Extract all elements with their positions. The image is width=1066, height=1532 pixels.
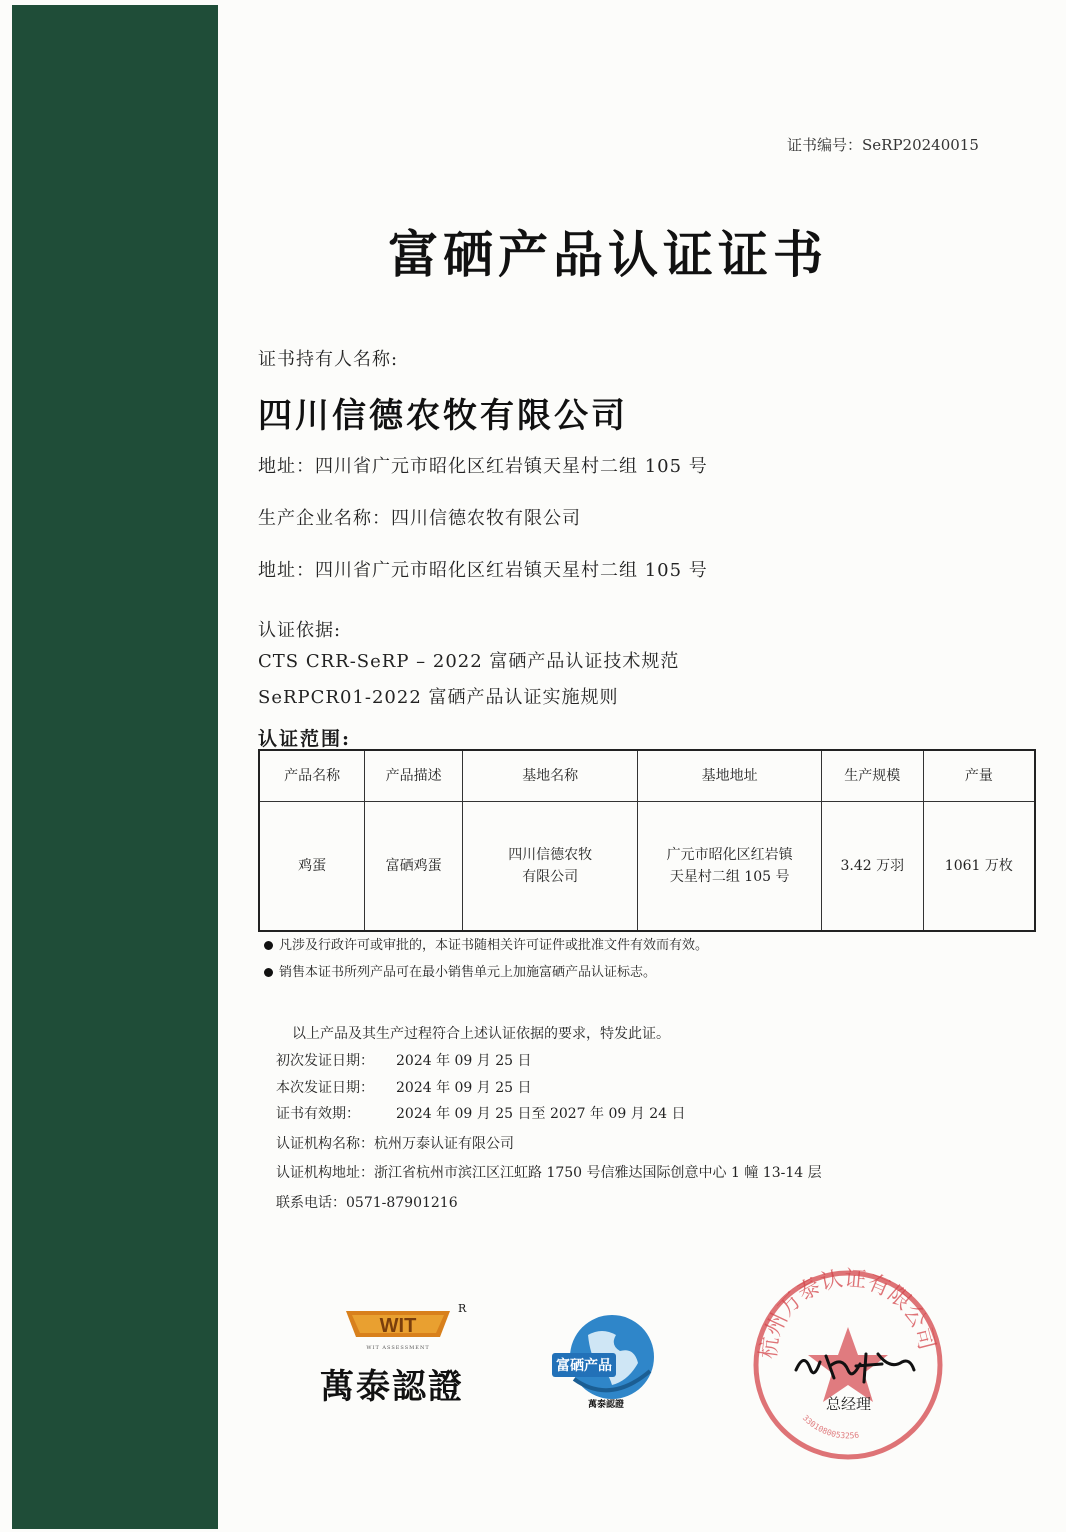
- this-issue-value: 2024 年 09 月 25 日: [396, 1080, 532, 1096]
- first-issue-date: [276, 1050, 532, 1070]
- header-cell: 产品描述: [365, 750, 463, 802]
- side-band: [12, 5, 218, 1529]
- body-address: 认证机构地址：浙江省杭州市滨江区江虹路 1750 号信雅达国际创意中心 1 幢 13-14 层: [276, 1165, 822, 1181]
- wit-mark-icon: [338, 1305, 458, 1345]
- header-cell: 基地地址: [638, 750, 821, 802]
- signature-title: 总经理: [826, 1395, 872, 1413]
- this-issue-label: 本次发证日期：: [276, 1080, 374, 1096]
- scope-table: [258, 749, 1036, 932]
- header-cell: 生产规模: [821, 750, 923, 802]
- validity-label: 证书有效期：: [276, 1106, 360, 1122]
- selenium-label: 富硒产品: [552, 1353, 616, 1377]
- note-text: 销售本证书所列产品可在最小销售单元上加施富硒产品认证标志。: [279, 965, 657, 980]
- bullet-icon: [264, 968, 273, 977]
- phone: 联系电话：0571-87901216: [276, 1195, 458, 1211]
- first-issue-label: 初次发证日期：: [276, 1053, 374, 1069]
- table-header-row: [259, 750, 1035, 802]
- table-row: [259, 802, 1035, 932]
- certificate-title: 富硒产品认证证书: [388, 225, 828, 284]
- header-cell: 产量: [923, 750, 1035, 802]
- validity-value: 2024 年 09 月 25 日至 2027 年 09 月 24 日: [396, 1106, 686, 1122]
- validity-period: [276, 1103, 685, 1123]
- base-address-cell: [638, 802, 821, 932]
- this-issue-date: [276, 1077, 532, 1097]
- body-name: 认证机构名称：杭州万泰认证有限公司: [276, 1136, 514, 1152]
- holder-address: 地址：四川省广元市昭化区红岩镇天星村二组 105 号: [258, 456, 708, 477]
- description-cell: 富硒鸡蛋: [365, 802, 463, 932]
- holder-name: 四川信德农牧有限公司: [258, 396, 628, 436]
- product-cell: 鸡蛋: [259, 802, 365, 932]
- producer-address: 地址：四川省广元市昭化区红岩镇天星村二组 105 号: [258, 560, 708, 581]
- selenium-product-logo: [550, 1305, 665, 1415]
- note-text: 凡涉及行政许可或审批的，本证书随相关许可证件或批准文件有效而有效。: [279, 938, 709, 953]
- seal-text: 杭州万泰认证有限公司: [756, 1266, 939, 1361]
- holder-label: 证书持有人名称:: [258, 349, 399, 370]
- base-name-line: 四川信德农牧: [508, 847, 593, 863]
- header-cell: 基地名称: [462, 750, 637, 802]
- base-name-cell: [462, 802, 637, 932]
- wit-subtitle: WIT ASSESSMENT: [366, 1345, 430, 1351]
- certificate-number: 证书编号：SeRP20240015: [787, 136, 979, 154]
- basis-label: 认证依据:: [258, 620, 342, 641]
- basis-item: CTS CRR-SeRP – 2022 富硒产品认证技术规范: [258, 651, 680, 672]
- producer-name: 生产企业名称：四川信德农牧有限公司: [258, 508, 581, 529]
- bullet-icon: [264, 941, 273, 950]
- selenium-sub: 萬泰認證: [588, 1400, 625, 1410]
- output-cell: 1061 万枚: [923, 802, 1035, 932]
- wit-logo: [320, 1305, 480, 1408]
- wit-name: 萬泰認證: [320, 1367, 464, 1407]
- statement: 以上产品及其生产过程符合上述认证依据的要求，特发此证。: [292, 1026, 670, 1042]
- registered-mark: R: [458, 1302, 467, 1315]
- base-address-line: 天星村二组 105 号: [669, 869, 790, 885]
- note-item: [264, 961, 656, 980]
- note-item: [264, 934, 708, 953]
- seal-number: 3301080053256: [800, 1413, 860, 1441]
- scope-label: 认证范围:: [258, 728, 352, 750]
- base-name-line: 有限公司: [522, 869, 579, 885]
- basis-item: SeRPCR01-2022 富硒产品认证实施规则: [258, 687, 619, 708]
- handwritten-signature: [790, 1340, 920, 1390]
- scale-cell: 3.42 万羽: [821, 802, 923, 932]
- wit-mark-text: WIT: [379, 1315, 417, 1337]
- header-cell: 产品名称: [259, 750, 365, 802]
- base-address-line: 广元市昭化区红岩镇: [666, 847, 793, 863]
- first-issue-value: 2024 年 09 月 25 日: [396, 1053, 532, 1069]
